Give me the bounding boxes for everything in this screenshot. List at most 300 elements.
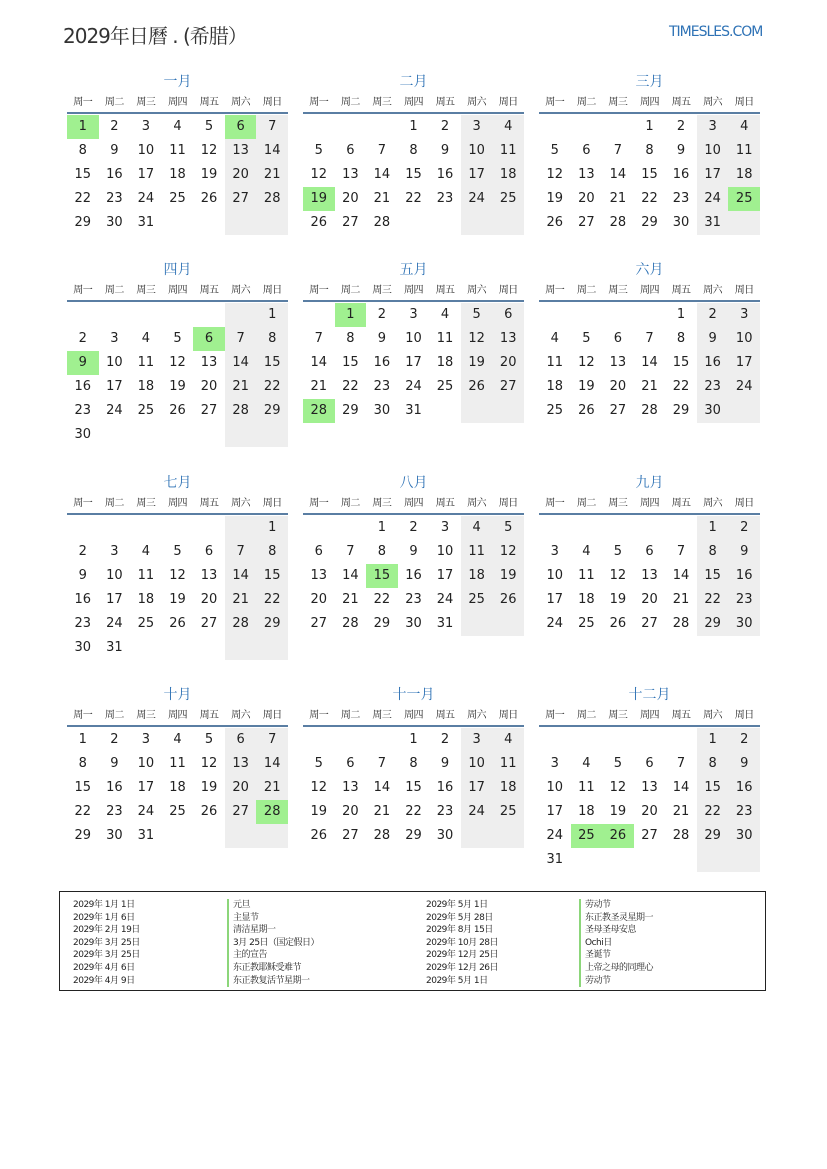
days-grid xyxy=(303,728,524,848)
empty-day-cell xyxy=(665,728,697,752)
day-cell: 14 xyxy=(310,355,328,370)
month-calendar xyxy=(539,473,760,685)
day-cell: 23 xyxy=(106,191,123,206)
day-cell: 16 xyxy=(106,780,123,795)
day-cell: 10 xyxy=(436,544,454,559)
weekday-label: 周三 xyxy=(136,97,156,108)
day-cell: 13 xyxy=(342,780,359,795)
empty-day-cell xyxy=(225,824,257,848)
day-cell: 10 xyxy=(106,355,123,370)
day-cell: 13 xyxy=(225,139,257,163)
day-cell: 30 xyxy=(405,616,422,631)
empty-day-cell xyxy=(728,848,760,872)
weekday-label: 周日 xyxy=(734,498,754,509)
day-cell: 29 xyxy=(641,215,658,230)
day-cell: 18 xyxy=(137,592,155,607)
day-cell: 8 xyxy=(645,143,654,158)
day-cell: 23 xyxy=(74,403,92,418)
empty-day-cell xyxy=(130,423,162,447)
day-cell: 12 xyxy=(546,167,564,182)
day-cell: 9 xyxy=(78,568,87,583)
day-cell: 23 xyxy=(436,804,454,819)
empty-day-cell xyxy=(335,516,367,540)
day-cell: 16 xyxy=(373,355,391,370)
day-cell: 6 xyxy=(204,544,214,559)
day-cell: 26 xyxy=(200,191,218,206)
legend-date: 2029年 12月 25日 xyxy=(426,950,499,961)
days-grid xyxy=(539,303,760,423)
day-cell: 9 xyxy=(409,544,418,559)
day-cell: 13 xyxy=(578,167,595,182)
weekday-label: 周日 xyxy=(498,498,518,509)
weekday-header xyxy=(539,92,760,114)
day-cell: 5 xyxy=(492,516,524,540)
day-cell: 6 xyxy=(314,544,323,559)
day-cell: 27 xyxy=(342,828,359,843)
day-cell: 3 xyxy=(728,303,760,327)
day-cell: 12 xyxy=(609,568,627,583)
day-cell: 4 xyxy=(582,756,591,771)
empty-day-cell xyxy=(193,211,225,235)
day-cell: 13 xyxy=(225,752,257,776)
day-cell: 17 xyxy=(137,780,155,795)
empty-day-cell xyxy=(634,516,666,540)
day-cell: 13 xyxy=(342,167,359,182)
day-cell: 3 xyxy=(550,544,559,559)
weekday-label: 周日 xyxy=(498,710,518,721)
day-cell: 20 xyxy=(342,191,359,206)
weekday-label: 周一 xyxy=(309,285,329,296)
day-cell: 30 xyxy=(436,828,454,843)
empty-day-cell xyxy=(539,303,571,327)
day-cell: 2 xyxy=(676,119,686,134)
weekday-label: 周一 xyxy=(545,498,565,509)
day-cell: 8 xyxy=(78,756,87,771)
day-cell: 26 xyxy=(169,403,186,418)
day-cell: 26 xyxy=(310,215,328,230)
day-cell: 14 xyxy=(225,564,257,588)
day-cell: 18 xyxy=(492,163,524,187)
day-cell: 29 xyxy=(74,215,92,230)
empty-day-cell xyxy=(130,516,162,540)
day-cell: 3 xyxy=(461,115,493,139)
day-cell: 24 xyxy=(461,187,493,211)
month-title: 三月 xyxy=(635,74,664,90)
weekday-label: 周一 xyxy=(545,285,565,296)
day-cell: 12 xyxy=(461,327,493,351)
day-cell: 9 xyxy=(440,756,450,771)
page-title: 2029年日曆 . (希腊） xyxy=(63,24,247,48)
month-title: 十月 xyxy=(163,687,192,703)
day-cell: 17 xyxy=(106,592,123,607)
holiday-day-cell: 28 xyxy=(303,399,335,423)
weekday-label: 周日 xyxy=(498,97,518,108)
day-cell: 12 xyxy=(310,167,328,182)
day-cell: 5 xyxy=(613,544,623,559)
empty-day-cell xyxy=(634,848,666,872)
days-grid xyxy=(67,728,288,848)
weekday-label: 周二 xyxy=(104,97,124,108)
day-cell: 1 xyxy=(645,119,654,134)
day-cell: 23 xyxy=(697,375,729,399)
day-cell: 12 xyxy=(169,355,186,370)
day-cell: 21 xyxy=(256,163,288,187)
day-cell: 19 xyxy=(200,167,218,182)
legend-date: 2029年 10月 28日 xyxy=(426,937,499,948)
day-cell: 26 xyxy=(461,375,493,399)
day-cell: 2 xyxy=(110,119,119,134)
day-cell: 20 xyxy=(609,379,627,394)
day-cell: 19 xyxy=(546,191,564,206)
weekday-header xyxy=(67,280,288,302)
day-cell: 31 xyxy=(137,828,155,843)
weekday-label: 周三 xyxy=(372,285,392,296)
day-cell: 15 xyxy=(405,780,422,795)
day-cell: 20 xyxy=(225,776,257,800)
day-cell: 12 xyxy=(200,756,218,771)
weekday-label: 周五 xyxy=(199,498,219,509)
day-cell: 10 xyxy=(461,752,493,776)
weekday-label: 周日 xyxy=(262,710,282,721)
day-cell: 14 xyxy=(342,568,359,583)
weekday-label: 周日 xyxy=(262,285,282,296)
weekday-label: 周四 xyxy=(167,97,187,108)
day-cell: 15 xyxy=(74,167,92,182)
weekday-header xyxy=(303,705,524,727)
day-cell: 30 xyxy=(106,828,123,843)
day-cell: 2 xyxy=(440,119,450,134)
day-cell: 25 xyxy=(137,616,155,631)
weekday-label: 周四 xyxy=(167,498,187,509)
day-cell: 16 xyxy=(74,379,92,394)
day-cell: 20 xyxy=(200,592,218,607)
day-cell: 18 xyxy=(578,804,595,819)
day-cell: 24 xyxy=(106,403,123,418)
weekday-label: 周五 xyxy=(435,710,455,721)
day-cell: 17 xyxy=(461,776,493,800)
day-cell: 10 xyxy=(137,756,155,771)
day-cell: 24 xyxy=(546,828,564,843)
weekday-label: 周四 xyxy=(403,710,423,721)
weekday-label: 周二 xyxy=(340,710,360,721)
legend-holiday-name: 东正教复活节星期一 xyxy=(227,975,319,988)
day-cell: 1 xyxy=(256,516,288,540)
day-cell: 2 xyxy=(440,732,450,747)
month-calendar xyxy=(67,473,288,685)
weekday-label: 周五 xyxy=(435,97,455,108)
day-cell: 21 xyxy=(310,379,328,394)
empty-day-cell xyxy=(335,728,367,752)
day-cell: 11 xyxy=(546,355,564,370)
legend-date: 2029年 1月 6日 xyxy=(73,912,135,923)
day-cell: 11 xyxy=(137,355,155,370)
empty-day-cell xyxy=(225,423,257,447)
day-cell: 21 xyxy=(342,592,359,607)
legend-names-col-2 xyxy=(579,899,653,987)
day-cell: 19 xyxy=(200,780,218,795)
day-cell: 18 xyxy=(137,379,155,394)
weekday-label: 周三 xyxy=(372,498,392,509)
empty-day-cell xyxy=(665,516,697,540)
day-cell: 16 xyxy=(436,780,454,795)
weekday-label: 周六 xyxy=(703,97,723,108)
day-cell: 3 xyxy=(409,307,418,322)
weekday-label: 周六 xyxy=(467,498,487,509)
empty-day-cell xyxy=(461,612,493,636)
day-cell: 5 xyxy=(582,331,591,346)
days-grid xyxy=(303,516,524,636)
month-calendar xyxy=(303,685,524,875)
day-cell: 16 xyxy=(672,167,690,182)
legend-date: 2029年 4月 9日 xyxy=(73,975,135,986)
month-title: 一月 xyxy=(163,74,192,90)
day-cell: 30 xyxy=(728,612,760,636)
weekday-label: 周一 xyxy=(545,97,565,108)
weekday-label: 周三 xyxy=(136,710,156,721)
day-cell: 2 xyxy=(728,728,760,752)
empty-day-cell xyxy=(193,423,225,447)
weekday-label: 周四 xyxy=(639,97,659,108)
day-cell: 22 xyxy=(256,375,288,399)
day-cell: 23 xyxy=(436,191,454,206)
day-cell: 20 xyxy=(641,592,658,607)
weekday-label: 周日 xyxy=(734,710,754,721)
day-cell: 18 xyxy=(728,163,760,187)
empty-day-cell xyxy=(539,728,571,752)
day-cell: 1 xyxy=(676,307,686,322)
legend-holiday-name: 东正教圣灵星期一 xyxy=(579,912,653,925)
day-cell: 6 xyxy=(613,331,623,346)
weekday-header xyxy=(67,92,288,114)
day-cell: 3 xyxy=(141,119,151,134)
weekday-label: 周二 xyxy=(576,498,596,509)
weekday-label: 周一 xyxy=(309,498,329,509)
day-cell: 24 xyxy=(137,191,155,206)
month-calendar xyxy=(67,260,288,473)
empty-day-cell xyxy=(429,211,461,235)
day-cell: 23 xyxy=(405,592,422,607)
day-cell: 1 xyxy=(377,520,387,535)
day-cell: 19 xyxy=(609,804,627,819)
day-cell: 13 xyxy=(200,568,218,583)
day-cell: 29 xyxy=(672,403,690,418)
empty-day-cell xyxy=(571,848,603,872)
day-cell: 22 xyxy=(342,379,359,394)
weekday-label: 周二 xyxy=(340,498,360,509)
empty-day-cell xyxy=(728,211,760,235)
day-cell: 1 xyxy=(409,732,418,747)
day-cell: 30 xyxy=(697,399,729,423)
day-cell: 15 xyxy=(697,564,729,588)
day-cell: 26 xyxy=(200,804,218,819)
month-title: 七月 xyxy=(163,475,192,491)
day-cell: 8 xyxy=(78,143,87,158)
legend-holiday-name: 圣诞节 xyxy=(579,949,653,962)
day-cell: 18 xyxy=(461,564,493,588)
weekday-label: 周五 xyxy=(671,498,691,509)
day-cell: 10 xyxy=(106,568,123,583)
weekday-label: 周一 xyxy=(73,285,93,296)
day-cell: 18 xyxy=(169,780,186,795)
empty-day-cell xyxy=(303,728,335,752)
empty-day-cell xyxy=(539,516,571,540)
day-cell: 16 xyxy=(74,592,92,607)
day-cell: 19 xyxy=(461,351,493,375)
days-grid xyxy=(67,303,288,447)
day-cell: 29 xyxy=(373,616,391,631)
weekday-label: 周日 xyxy=(498,285,518,296)
day-cell: 27 xyxy=(200,616,218,631)
day-cell: 7 xyxy=(613,143,623,158)
legend-holiday-name: 元旦 xyxy=(227,899,319,912)
weekday-label: 周四 xyxy=(167,710,187,721)
legend-date: 2029年 8月 15日 xyxy=(426,925,493,936)
day-cell: 9 xyxy=(440,143,450,158)
day-cell: 19 xyxy=(310,804,328,819)
day-cell: 19 xyxy=(169,592,186,607)
day-cell: 21 xyxy=(672,592,690,607)
day-cell: 5 xyxy=(461,303,493,327)
day-cell: 20 xyxy=(641,804,658,819)
holiday-legend xyxy=(59,891,766,991)
day-cell: 25 xyxy=(137,403,155,418)
legend-date: 2029年 4月 6日 xyxy=(73,962,135,973)
day-cell: 16 xyxy=(697,351,729,375)
weekday-label: 周二 xyxy=(104,498,124,509)
empty-day-cell xyxy=(492,824,524,848)
day-cell: 16 xyxy=(106,167,123,182)
brand-link[interactable]: TIMESLES.COM xyxy=(669,24,763,40)
day-cell: 24 xyxy=(436,592,454,607)
day-cell: 9 xyxy=(110,756,119,771)
empty-day-cell xyxy=(492,211,524,235)
empty-day-cell xyxy=(335,115,367,139)
empty-day-cell xyxy=(366,728,398,752)
weekday-label: 周三 xyxy=(608,285,628,296)
month-title: 四月 xyxy=(163,262,192,278)
day-cell: 5 xyxy=(204,732,214,747)
weekday-header xyxy=(539,280,760,302)
day-cell: 10 xyxy=(546,568,564,583)
weekday-label: 周日 xyxy=(734,285,754,296)
day-cell: 22 xyxy=(74,191,92,206)
day-cell: 10 xyxy=(405,331,422,346)
weekday-header xyxy=(539,705,760,727)
weekday-label: 周三 xyxy=(608,498,628,509)
day-cell: 1 xyxy=(78,732,87,747)
day-cell: 27 xyxy=(342,215,359,230)
legend-holiday-name: Ochi日 xyxy=(579,937,653,950)
weekday-label: 周一 xyxy=(73,710,93,721)
empty-day-cell xyxy=(602,115,634,139)
day-cell: 2 xyxy=(377,307,387,322)
day-cell: 15 xyxy=(697,776,729,800)
day-cell: 8 xyxy=(346,331,355,346)
day-cell: 29 xyxy=(697,612,729,636)
empty-day-cell xyxy=(99,516,131,540)
month-title: 二月 xyxy=(399,74,428,90)
day-cell: 16 xyxy=(728,776,760,800)
empty-day-cell xyxy=(193,824,225,848)
day-cell: 26 xyxy=(609,616,627,631)
day-cell: 20 xyxy=(200,379,218,394)
weekday-header xyxy=(539,493,760,515)
empty-day-cell xyxy=(225,303,257,327)
day-cell: 27 xyxy=(578,215,595,230)
day-cell: 11 xyxy=(137,568,155,583)
weekday-label: 周四 xyxy=(403,97,423,108)
day-cell: 24 xyxy=(697,187,729,211)
weekday-label: 周六 xyxy=(231,285,251,296)
day-cell: 3 xyxy=(440,520,450,535)
month-title: 六月 xyxy=(635,262,664,278)
weekday-label: 周六 xyxy=(231,710,251,721)
month-calendar xyxy=(539,685,760,875)
day-cell: 3 xyxy=(110,331,119,346)
day-cell: 30 xyxy=(672,215,690,230)
day-cell: 30 xyxy=(106,215,123,230)
day-cell: 18 xyxy=(169,167,186,182)
day-cell: 1 xyxy=(697,728,729,752)
weekday-label: 周日 xyxy=(262,498,282,509)
legend-date: 2029年 5月 1日 xyxy=(426,900,488,910)
day-cell: 30 xyxy=(74,427,92,442)
day-cell: 21 xyxy=(641,379,658,394)
weekday-label: 周五 xyxy=(435,285,455,296)
day-cell: 7 xyxy=(676,544,686,559)
day-cell: 28 xyxy=(641,403,658,418)
day-cell: 20 xyxy=(342,804,359,819)
day-cell: 9 xyxy=(728,752,760,776)
day-cell: 26 xyxy=(578,403,595,418)
day-cell: 24 xyxy=(106,616,123,631)
empty-day-cell xyxy=(398,211,430,235)
empty-day-cell xyxy=(634,728,666,752)
month-title: 五月 xyxy=(399,262,428,278)
day-cell: 31 xyxy=(697,211,729,235)
day-cell: 11 xyxy=(578,780,595,795)
day-cell: 3 xyxy=(697,115,729,139)
day-cell: 22 xyxy=(74,804,92,819)
day-cell: 31 xyxy=(436,616,454,631)
day-cell: 6 xyxy=(582,143,591,158)
legend-holiday-name: 劳动节 xyxy=(579,899,653,912)
day-cell: 14 xyxy=(672,568,690,583)
weekday-label: 周五 xyxy=(435,498,455,509)
day-cell: 11 xyxy=(436,331,454,346)
empty-day-cell xyxy=(492,612,524,636)
empty-day-cell xyxy=(602,848,634,872)
day-cell: 20 xyxy=(492,351,524,375)
day-cell: 31 xyxy=(137,215,155,230)
day-cell: 12 xyxy=(310,780,328,795)
day-cell: 24 xyxy=(405,379,422,394)
weekday-label: 周四 xyxy=(167,285,187,296)
day-cell: 4 xyxy=(141,331,151,346)
day-cell: 5 xyxy=(613,756,623,771)
day-cell: 14 xyxy=(373,167,391,182)
empty-day-cell xyxy=(256,636,288,660)
holiday-day-cell: 25 xyxy=(728,187,760,211)
weekday-label: 周一 xyxy=(309,97,329,108)
legend-date: 2029年 3月 25日 xyxy=(73,950,140,961)
holiday-day-cell: 6 xyxy=(225,115,257,139)
day-cell: 9 xyxy=(676,143,686,158)
weekday-label: 周一 xyxy=(73,498,93,509)
day-cell: 21 xyxy=(225,588,257,612)
weekday-label: 周四 xyxy=(639,285,659,296)
day-cell: 11 xyxy=(578,568,595,583)
